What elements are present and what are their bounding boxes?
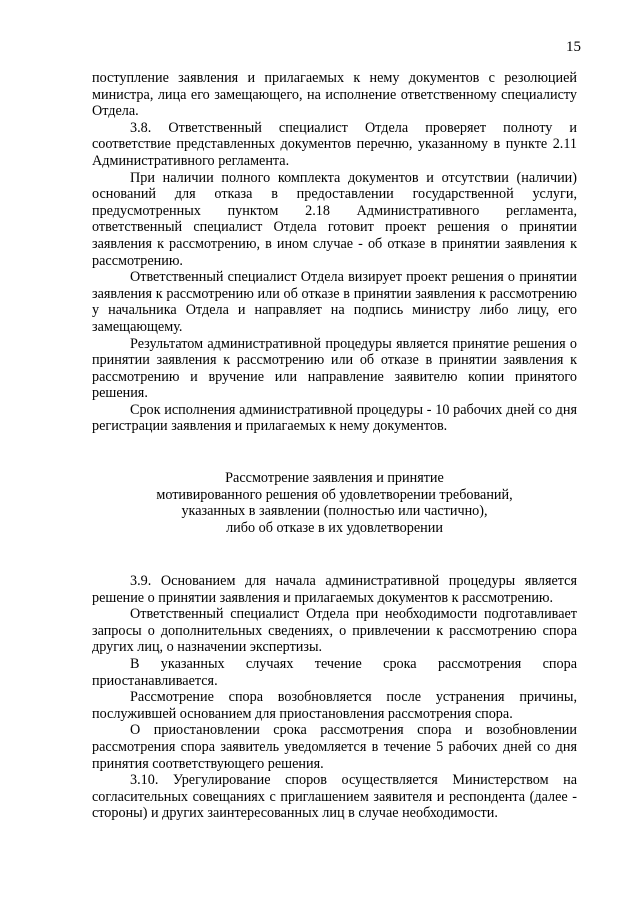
paragraph-notification: О приостановлении срока рассмотрения спора и возобновлении рассмотрения спора заявитель уведомляется в течение 5 рабочих дней со дня принятия соответствующего решения. [92,722,577,772]
section-2-body [92,573,577,822]
paragraph-continuation: поступление заявления и прилагаемых к нему документов с резолюцией министра, лица его замещающего, на исполнение ответственному специалисту Отдела. [92,70,577,120]
heading-line: либо об отказе в их удовлетворении [226,519,443,536]
paragraph-3-8: 3.8. Ответственный специалист Отдела проверяет полноту и соответствие представленных документов перечню, указанному в пункте 2.11 Административного регламента. [92,119,577,169]
paragraph-visa: Ответственный специалист Отдела визирует проект решения о принятии заявления к рассмотрению или об отказе в принятии заявления к рассмотрению у начальника Отдела и направляет на подпись министру либо лицу, его замещающему. [92,269,577,335]
paragraph-suspension: В указанных случаях течение срока рассмотрения спора приостанавливается. [92,655,577,689]
heading-line: Рассмотрение заявления и принятие [225,470,444,486]
heading-line: указанных в заявлении (полностью или частично), [181,503,488,520]
paragraph-3-9: 3.9. Основанием для начала административной процедуры является решение о принятии заявления и прилагаемых документов к рассмотрению. [92,573,577,606]
paragraph-deadline: Срок исполнения административной процедуры - 10 рабочих дней со дня регистрации заявления и прилагаемых к нему документов. [92,401,577,435]
section-1-body [92,70,577,435]
paragraph-responsible-specialist: Ответственный специалист Отдела при необходимости подготавливает запросы о дополнительных сведениях, о привлечении к рассмотрению спора других лиц, о назначении экспертизы. [92,606,577,656]
paragraph-complete-documents: При наличии полного комплекта документов и отсутствии (наличии) оснований для отказа в предоставлении государственной услуги, предусмотренных пунктом 2.18 Административного регламента, ответственный специалист Отдела готовит проект решения о принятии заявления к рассмотрению, в ином случае - об отказе в принятии заявления к рассмотрению. [92,169,577,269]
paragraph-resumption: Рассмотрение спора возобновляется после устранения причины, послужившей основанием для приостановления рассмотрения спора. [92,689,577,722]
heading-line: мотивированного решения об удовлетворении требований, [156,486,513,503]
paragraph-result: Результатом административной процедуры является принятие решения о принятии заявления к рассмотрению или об отказе в принятии заявления к рассмотрению и вручение или направление заявителю копии принятого решения. [92,335,577,402]
page-number: 15 [566,39,581,55]
section-heading [92,470,577,536]
paragraph-3-10: 3.10. Урегулирование споров осуществляется Министерством на согласительных совещаниях с приглашением заявителя и респондента (далее - стороны) и других заинтересованных лиц в случае необходимости. [92,772,577,822]
